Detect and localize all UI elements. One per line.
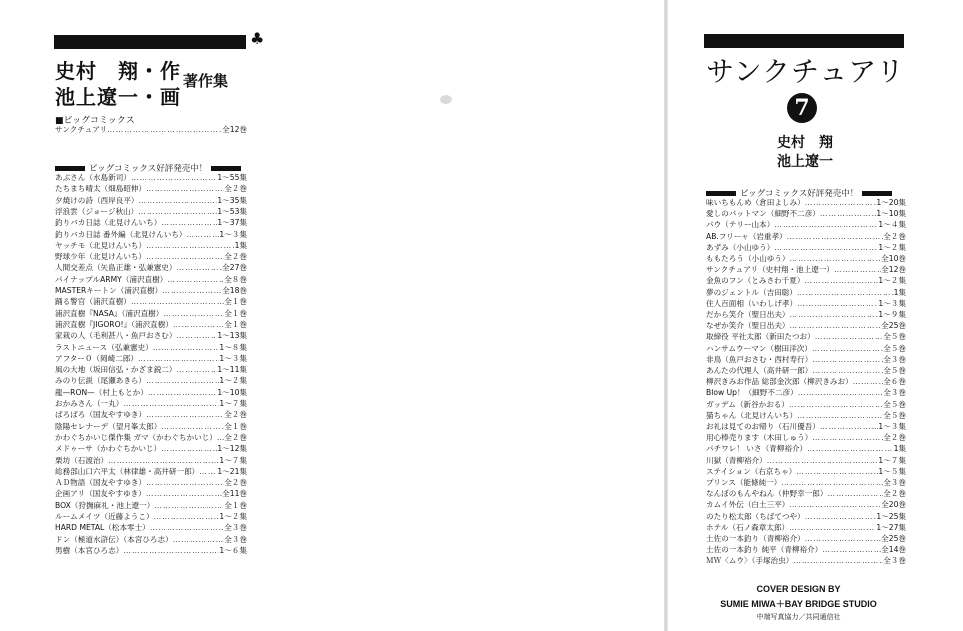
item-title: ルームメイツ（近藤ようこ）: [55, 512, 154, 521]
list-item: [706, 254, 906, 264]
item-volumes: 全１巻: [224, 421, 247, 431]
list-item: [706, 276, 906, 286]
list-item: [706, 556, 906, 566]
item-title: 男樹（本宮ひろ志）: [55, 545, 124, 555]
item-volumes: 1集: [893, 444, 906, 454]
leader-dots: [153, 343, 220, 353]
leader-dots: [822, 545, 881, 555]
leader-dots: [146, 252, 224, 262]
author-2: 池上遼一: [777, 154, 833, 170]
list-item: [706, 411, 906, 421]
item-title: 風の大地（坂田信弘・かざま鋭二）: [55, 365, 177, 375]
list-item: [706, 456, 906, 466]
item-volumes: 全２巻: [224, 478, 247, 488]
title-bar: [704, 34, 904, 48]
item-volumes: 1〜37集: [217, 218, 247, 228]
item-volumes: 全５巻: [883, 410, 906, 420]
item-title: サンクチュアリ（史村翔・池上遼一）: [706, 265, 835, 275]
item-volumes: 1〜21集: [217, 466, 247, 476]
item-title: HARD METAL（松本零士）: [55, 523, 150, 533]
list-item: [55, 512, 247, 522]
item-title: 夕焼けの詩（西岸良平）: [55, 195, 139, 205]
item-title: パイナップルARMY（浦沢直樹）: [55, 274, 168, 284]
item-volumes: 全10巻: [881, 254, 906, 263]
item-volumes: 1〜12集: [217, 444, 247, 454]
item-title: ガッデム（新谷かおる）: [706, 399, 789, 409]
list-item: [706, 243, 906, 253]
list-item: [55, 354, 247, 364]
list-item: [706, 512, 906, 522]
list-item: [706, 467, 906, 477]
list-item: [55, 343, 247, 353]
list-item: [55, 410, 247, 420]
item-title: メドゥーサ（かわぐちかいじ）: [55, 444, 162, 454]
leader-dots: [177, 365, 218, 375]
item-volumes: 1集: [234, 240, 247, 250]
leader-dots: [173, 320, 224, 330]
list-item: [706, 478, 906, 488]
item-title: 企画アリ（国友やすゆき）: [55, 489, 146, 499]
page-edge: [664, 0, 668, 631]
item-title: のたり松太郎（ちばてつや）: [706, 511, 805, 521]
item-volumes: 全14巻: [881, 545, 906, 555]
list-item: [55, 388, 247, 398]
list-item: [55, 399, 247, 409]
list-item: [706, 232, 906, 242]
series-title: サンクチュアリ: [706, 55, 906, 88]
item-title: 金魚のフン（とみさわ千夏）: [706, 276, 805, 286]
leader-dots: [162, 286, 222, 296]
item-volumes: 全１巻: [224, 500, 247, 510]
item-volumes: 1〜７集: [878, 455, 906, 465]
list-item: [55, 286, 247, 296]
item-volumes: 1〜10集: [876, 209, 906, 219]
item-title: ステイション（右京ちゃ）: [706, 466, 797, 476]
item-volumes: 全２巻: [224, 410, 247, 420]
list-item: [706, 377, 906, 387]
leader-dots: [146, 184, 224, 194]
leader-dots: [790, 321, 882, 331]
item-title: 川獄（青柳裕介）: [706, 455, 767, 465]
leader-dots: [167, 275, 224, 285]
list-item: [55, 230, 247, 240]
item-title: プリンス（能條純一）: [706, 478, 782, 487]
item-volumes: 全25巻: [881, 534, 906, 543]
item-title: なぜか笑介（聖日出夫）: [706, 321, 790, 331]
leader-dots: [146, 376, 219, 386]
list-item: [55, 331, 247, 341]
list-item: [706, 299, 906, 309]
item-title: 総務部山口六平太（林律雄・高井研一郎）: [55, 466, 200, 476]
ink-speck: [440, 95, 452, 104]
item-volumes: 全11巻: [222, 489, 247, 499]
leader-dots: [139, 196, 218, 206]
item-title: 住人百面相（いわしげ孝）: [706, 298, 798, 308]
list-item: [55, 523, 247, 533]
item-title: 浦沢直樹『JIGORO!』（浦沢直樹）: [55, 319, 173, 329]
item-volumes: 1〜６集: [219, 545, 247, 555]
item-title: ＡＤ物語（国友やすゆき）: [55, 478, 147, 488]
item-volumes: 1〜53集: [217, 206, 247, 216]
item-title: 浮浪雲（ジョージ秋山）: [55, 206, 139, 216]
photo-credit: 中端写真協力／共同通信社: [756, 613, 841, 621]
item-volumes: 全６巻: [883, 377, 906, 387]
leader-dots: [108, 456, 219, 466]
leader-dots: [781, 478, 883, 488]
leader-dots: [131, 297, 224, 307]
list-item: [55, 241, 247, 251]
item-title: たちまち晴太（畑島昭伸）: [55, 184, 147, 194]
list-item: [55, 535, 247, 545]
list-item: [706, 545, 906, 555]
leader-dots: [146, 241, 234, 251]
item-title: 非鳥（魚戸おさむ・西村寿行）: [706, 354, 813, 364]
item-title: 猫ちゃん（北見けんいち）: [706, 410, 798, 420]
item-volumes: 全５巻: [883, 343, 906, 353]
leader-dots: [793, 556, 883, 566]
item-title: お礼は見てのお帰り（石川優吾）: [706, 422, 820, 431]
item-title: ぱろぱろ（国友やすゆき）: [55, 410, 147, 420]
list-item: [55, 376, 247, 386]
leader-dots: [123, 546, 219, 556]
item-volumes: 1〜９集: [878, 310, 906, 319]
item-volumes: 1〜13集: [217, 331, 247, 341]
list-item: [55, 252, 247, 262]
leader-dots: [148, 388, 217, 398]
list-item: [706, 523, 906, 533]
leader-dots: [804, 276, 878, 286]
item-volumes: 全３巻: [883, 354, 906, 364]
list-item: [706, 444, 906, 454]
item-title: なんぼのもんやねん（仲野幸一郎）: [706, 489, 828, 499]
bestseller-heading: ビッグコミックス好評発売中！: [55, 162, 247, 174]
leader-dots: [150, 523, 224, 533]
item-title: 愛しのバットマン（細野不二彦）: [706, 209, 820, 219]
item-title: みのり伝説（尾瀬あきら）: [55, 376, 147, 386]
item-volumes: 全２巻: [224, 432, 247, 442]
item-title: あんたの代理人（高井研一郎）: [706, 366, 813, 375]
list-item: [706, 332, 906, 342]
leader-dots: [790, 310, 879, 320]
list-item: [706, 400, 906, 410]
leader-dots: [161, 422, 224, 432]
item-title: カムイ外伝（白土三平）: [706, 500, 790, 510]
leader-dots: [853, 377, 884, 387]
cover-design-line-1: COVER DESIGN BY: [756, 584, 841, 594]
leader-dots: [146, 478, 224, 488]
list-item: [55, 275, 247, 285]
item-title: 浦沢直樹『NASA』（浦沢直樹）: [55, 308, 164, 318]
cover-design-line-2: SUMIE MIWA＋BAY BRIDGE STUDIO: [720, 599, 877, 609]
leader-dots: [820, 422, 878, 432]
list-item: [706, 422, 906, 432]
item-volumes: 1〜２集: [219, 512, 247, 521]
list-item: [706, 288, 906, 298]
item-title: 踊る警官（浦沢直樹）: [55, 297, 131, 307]
item-volumes: 全３巻: [883, 388, 906, 398]
item-volumes: 全25巻: [881, 321, 906, 331]
item-title: 柳沢きみお作品 総部金次郎（柳沢きみお）: [706, 377, 853, 387]
list-item: [706, 344, 906, 354]
list-item: [706, 310, 906, 320]
list-item: [55, 297, 247, 307]
leader-dots: [123, 399, 219, 409]
item-title: 夢のジェントル（吉田聡）: [706, 287, 797, 297]
item-title: パウ（テリー山本）: [706, 220, 775, 230]
item-title: ドン（極道水滸伝）（本宮ひろ志）: [55, 534, 173, 544]
item-title: パチワレ！ いさ（青柳裕介）: [706, 444, 808, 454]
item-title: ラストニュース（弘兼憲史）: [55, 342, 153, 352]
leader-dots: [177, 331, 218, 341]
item-volumes: 1〜10集: [217, 387, 247, 397]
list-item: [706, 500, 906, 510]
leader-dots: [787, 232, 884, 242]
club-suit-icon: ♣: [250, 29, 265, 48]
item-title: おかみさん（一丸）: [55, 399, 124, 408]
big-comics-heading: ■ビッグコミックス: [55, 116, 135, 126]
leader-dots: [161, 444, 217, 454]
item-volumes: 全２巻: [224, 252, 247, 262]
list-item: [55, 263, 247, 273]
list-item: [55, 207, 247, 217]
leader-dots: [805, 512, 877, 522]
item-title: 人間交差点（矢島正雄・弘兼憲史）: [55, 263, 177, 273]
leader-dots: [131, 173, 217, 183]
leader-dots: [797, 299, 878, 309]
leader-dots: [812, 366, 883, 376]
item-title: かわぐちかいじ傑作集 ガマ（かわぐちかいじ）: [55, 432, 217, 442]
item-volumes: 1〜８集: [219, 342, 247, 352]
list-item: [706, 265, 906, 275]
item-title: AB.フリーャ（岩重孝）: [706, 231, 787, 241]
item-title: ホテル（石ノ森章太郎）: [706, 522, 790, 532]
leader-dots: [805, 534, 881, 544]
item-volumes: 1〜２集: [878, 242, 906, 252]
item-title: 釣りバカ日誌 番外編（北見けんいち）: [55, 229, 187, 239]
leader-dots: [805, 198, 877, 208]
item-title: 釣りバカ日誌（北見けんいち）: [55, 218, 162, 228]
list-item: [55, 173, 247, 183]
item-volumes: 全５巻: [883, 366, 906, 375]
item-volumes: 1〜３集: [219, 229, 247, 239]
bestseller-heading: ビッグコミックス好評発売中！: [706, 187, 906, 199]
item-volumes: 全３巻: [224, 523, 247, 533]
leader-dots: [154, 512, 220, 522]
item-volumes: 全５巻: [883, 399, 906, 409]
list-item: [706, 355, 906, 365]
item-title: あぶさん（水島新司）: [55, 173, 131, 182]
item-title: ももたろう（小山ゆう）: [706, 254, 790, 263]
leader-dots: [798, 388, 884, 398]
item-volumes: 全12巻: [881, 265, 906, 275]
list-item: [706, 433, 906, 443]
leader-dots: [138, 207, 217, 217]
left-page: [0, 0, 470, 631]
leader-dots: [834, 265, 881, 275]
collection-label: 著作集: [183, 72, 229, 90]
item-volumes: 全３巻: [224, 534, 247, 544]
leader-dots: [187, 230, 220, 240]
list-item: [706, 321, 906, 331]
item-title: 家栽の人（毛利甚八・魚戸おさむ）: [55, 331, 177, 341]
item-title: 取締役 平社太郎（新田たつお）: [706, 332, 815, 342]
leader-dots: [789, 523, 876, 533]
item-title: 栗坊（石渡治）: [55, 455, 109, 465]
item-volumes: 1〜20集: [876, 198, 906, 207]
item-volumes: 1〜７集: [219, 399, 247, 408]
leader-dots: [820, 209, 876, 219]
leader-dots: [173, 535, 225, 545]
leader-dots: [161, 218, 217, 228]
list-item: [55, 365, 247, 375]
item-volumes: 1〜３集: [878, 422, 906, 431]
leader-dots: [163, 309, 224, 319]
item-volumes: 1〜35集: [217, 195, 247, 205]
item-title: Blow Up！（細野不二彦）: [706, 388, 798, 398]
list-item: [706, 220, 906, 230]
list-item: [55, 546, 247, 556]
item-title: 龍—RON—（村上もとか）: [55, 387, 148, 397]
leader-dots: [812, 355, 883, 365]
item-volumes: 全18巻: [222, 286, 247, 295]
list-item: [55, 196, 247, 206]
list-item: [55, 433, 247, 443]
leader-dots: [146, 410, 224, 420]
item-volumes: 1〜２集: [878, 276, 906, 286]
list-item: [706, 366, 906, 376]
list-item: [55, 444, 247, 454]
item-volumes: 全２巻: [883, 231, 906, 241]
item-volumes: 1〜４集: [878, 220, 906, 230]
leader-dots: [789, 400, 883, 410]
item-volumes: 全１巻: [224, 319, 247, 329]
leader-dots: [797, 411, 883, 421]
right-page: [676, 0, 963, 631]
list-item: [55, 478, 247, 488]
leader-dots: [774, 220, 878, 230]
big-comics-item: サンクチュアリ …………………………………………………………………………………………………… 全12巻: [55, 125, 247, 135]
item-title: MASTERキートン（浦沢直樹）: [55, 286, 163, 295]
item-title: 土佐の一本釣り（青柳裕介）: [706, 534, 805, 543]
leader-dots: [217, 433, 224, 443]
leader-dots: [790, 254, 882, 264]
leader-dots: [828, 489, 884, 499]
leader-dots: [807, 444, 893, 454]
list-item: [55, 467, 247, 477]
leader-dots: [138, 354, 219, 364]
item-title: BOX（狩撫麻礼・池上遼一）: [55, 500, 155, 510]
leader-dots: [789, 500, 881, 510]
item-volumes: 全８巻: [224, 274, 247, 284]
list-item: [706, 489, 906, 499]
item-volumes: 1〜５集: [878, 466, 906, 476]
item-title: 味いちもんめ（倉田よしみ）: [706, 198, 805, 207]
item-title: 野球少年（北見けんいち）: [55, 252, 147, 262]
leader-dots: [146, 489, 222, 499]
item-volumes: 1〜２集: [219, 376, 247, 386]
list-item: [706, 209, 906, 219]
list-item: [706, 198, 906, 208]
leader-dots: [815, 332, 883, 342]
item-volumes: 全２巻: [883, 489, 906, 499]
list-item: [706, 534, 906, 544]
item-volumes: 1〜３集: [878, 298, 906, 308]
header-bar: [54, 35, 246, 49]
item-volumes: 1〜27集: [876, 522, 906, 532]
list-item: [55, 422, 247, 432]
page-gutter: [472, 0, 667, 631]
author-1: 史村 翔: [777, 135, 833, 151]
leader-dots: [812, 433, 883, 443]
item-volumes: 全５巻: [883, 332, 906, 342]
item-volumes: 全２巻: [224, 184, 247, 194]
item-title: 土佐の一本釣り 純平（青柳裕介）: [706, 545, 823, 555]
item-title: アフター０（岡崎二郎）: [55, 353, 138, 363]
item-volumes: 1〜７集: [219, 455, 247, 465]
item-volumes: 全３巻: [883, 556, 906, 566]
item-title: ＭＷ〈ムウ〉（手塚治虫）: [706, 556, 794, 566]
item-volumes: 全３巻: [883, 478, 906, 487]
leader-dots: [154, 501, 224, 511]
item-title: あずみ（小山ゆう）: [706, 242, 775, 252]
author-line-1: 史村 翔・作: [55, 59, 181, 83]
leader-dots: [177, 263, 223, 273]
item-title: 用心棒売ります（木田しゅう）: [706, 433, 813, 443]
item-title: 陰陽セレナーデ（望月峯太郎）: [55, 421, 162, 431]
leader-dots: [767, 456, 879, 466]
item-volumes: 1〜25集: [876, 511, 906, 521]
list-item: [55, 309, 247, 319]
leader-dots: [797, 288, 894, 298]
leader-dots: [812, 344, 883, 354]
item-volumes: 1〜11集: [217, 365, 247, 375]
volume-badge: 7: [787, 93, 817, 123]
leader-dots: [796, 467, 878, 477]
item-volumes: 1〜55集: [217, 173, 247, 182]
item-volumes: 全１巻: [224, 297, 247, 307]
list-item: [55, 489, 247, 499]
author-line-2: 池上遼一・画: [55, 85, 181, 109]
item-volumes: 全２巻: [883, 433, 906, 443]
list-item: [55, 320, 247, 330]
item-title: ハンサムウーマン（樹田洋次）: [706, 343, 812, 353]
item-volumes: 全20巻: [881, 500, 906, 510]
item-volumes: 1集: [893, 287, 906, 297]
item-title: だから笑介（聖日出夫）: [706, 310, 790, 319]
list-item: [55, 184, 247, 194]
list-item: [55, 501, 247, 511]
list-item: [55, 456, 247, 466]
list-item: [55, 218, 247, 228]
list-item: [706, 388, 906, 398]
item-volumes: 全１巻: [224, 308, 247, 318]
leader-dots: [774, 243, 878, 253]
item-title: ヤッチモ（北見けんいち）: [55, 240, 147, 250]
item-volumes: 全27巻: [222, 263, 247, 273]
leader-dots: [199, 467, 217, 477]
item-volumes: 1〜３集: [219, 353, 247, 363]
